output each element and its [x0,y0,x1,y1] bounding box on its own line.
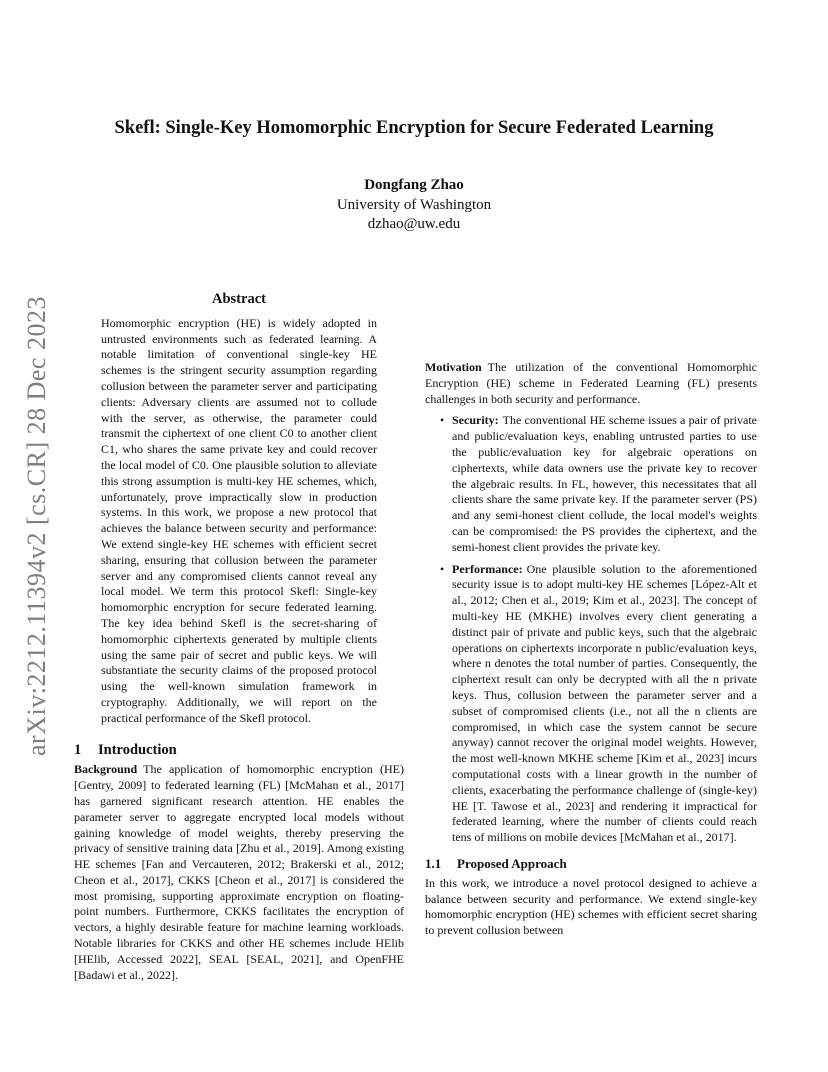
list-item-performance [452,562,757,846]
motivation-text: The utilization of the conventional Homomorphic Encryption (HE) scheme in Federated Learning (FL) presents challenges in both security and performance. [425,360,757,406]
bullet-text: The conventional HE scheme issues a pair of private and public/evaluation keys, enabling untrusted parties to use the public/evaluation key for algebraic operations on ciphertexts, while data owners use the private key to recover the algebraic results. In FL, however, this necessitates that all clients share the same private key. If the parameter server (PS) and any semi-honest client collude, the local model's weights can be compromised: the PS provides the ciphertext, and the semi-honest client provides the private key. [452,413,757,554]
author-name: Dongfang Zhao [364,177,464,193]
motivation-label: Motivation [425,360,482,374]
section-number: 1 [74,741,82,758]
section-heading-introduction [74,743,404,759]
subsection-number: 1.1 [425,855,442,871]
continued-text-spacer [425,292,757,360]
background-text: The application of homomorphic encryption (HE) [Gentry, 2009] to federated learning (FL) [McMahan et al., 2017] has garnered significant research attention. HE enables the parameter server to aggregate encrypted local models without gaining knowledge of model weights, thereby preserving the privacy of sensitive training data [Zhu et al., 2019]. Among existing HE schemes [Fan and Vercauteren, 2012; Brakerski et al., 2012; Cheon et al., 2017], CKKS [Cheon et al., 2017] is considered the most promising, supporting approximate encryption on floating-point numbers. Furthermore, CKKS facilitates the encryption of vectors, a highly desirable feature for machine learning workloads. Notable libraries for CKKS and other HE schemes include HElib [HElib, Accessed 2022], SEAL [SEAL, 2021], and OpenFHE [Badawi et al., 2022]. [74,762,404,982]
motivation-paragraph [425,360,757,407]
bullet-text: One plausible solution to the aforementioned security issue is to adopt multi-key HE schemes [López-Alt et al., 2012; Chen et al., 2019; Kim et al., 2023]. The concept of multi-key HE (MKHE) involves every client generating a distinct pair of private and public keys, such that the algebraic operations on ciphertexts incorporate n public/evaluation keys, where n denotes the total number of parties. Consequently, the ciphertext result can only be decrypted with all the n private keys. Thus, collusion between the parameter server and a subset of compromised clients (i.e., not all the n clients are compromised, in which case the system cannot be secure anyway) cannot recover the original model weights. However, the most well-known MKHE scheme [Kim et al., 2023] incurs computational costs with a linear growth in the number of clients, exacerbating the performance challenge of (single-key) HE [T. Tawose et al., 2023] and rendering it impractical for federated learning, where the number of clients could reach tens of millions on mobile devices [McMahan et al., 2017]. [452,561,757,845]
list-item-security [452,413,757,555]
subsection-heading [425,856,757,872]
challenge-list [425,413,757,846]
abstract-heading: Abstract [212,291,266,307]
bullet-lead: Performance: [452,561,523,576]
proposed-approach-text: In this work, we introduce a novel protocol designed to achieve a balance between security and performance. We extend single-key homomorphic encryption (HE) schemes with efficient secret sharing to prevent collusion between [425,875,757,938]
section-title: Introduction [98,741,177,758]
bullet-lead: Security: [452,413,499,428]
abstract-text: Homomorphic encryption (HE) is widely adopted in untrusted environments such as federated learning. A notable limitation of conventional single-key HE schemes is the stringent security assumption regarding collusion between the parameter server and participating clients: Adversary clients are assumed not to collude with the server, as otherwise, the parameter could transmit the ciphertext of one client C0 to another client C1, who shares the same private key and could recover the local model of C0. One plausible solution to alleviate this strong assumption is multi-key HE schemes, which, unfortunately, prove impractically slow in production systems. In this work, we propose a new protocol that achieves the balance between security and performance: We extend single-key HE schemes with efficient secret sharing, ensuring that collusion between the parameter server and any compromised clients cannot reveal any local model. We term this protocol Skefl: Single-key homomorphic encryption for secure federated learning. The key idea behind Skefl is the secret-sharing of homomorphic ciphertexts generated by multiple clients using the same pair of secret and public keys. We will substantiate the security claims of the proposed protocol using the well-known simulation framework in cryptography. Additionally, we will report on the practical performance of the Skefl protocol. [101,315,377,725]
author-email: dzhao@uw.edu [367,216,461,232]
background-paragraph [74,762,404,983]
left-column [74,292,404,983]
subsection-title: Proposed Approach [457,855,567,871]
paper-title: Skefl: Single-Key Homomorphic Encryption for Secure Federated Learning [114,118,714,138]
arxiv-identifier-stamp: arXiv:2212.11394v2 [cs.CR] 28 Dec 2023 [22,296,51,756]
background-label: Background [74,762,138,777]
right-column [425,292,757,939]
author-affiliation: University of Washington [336,197,492,213]
